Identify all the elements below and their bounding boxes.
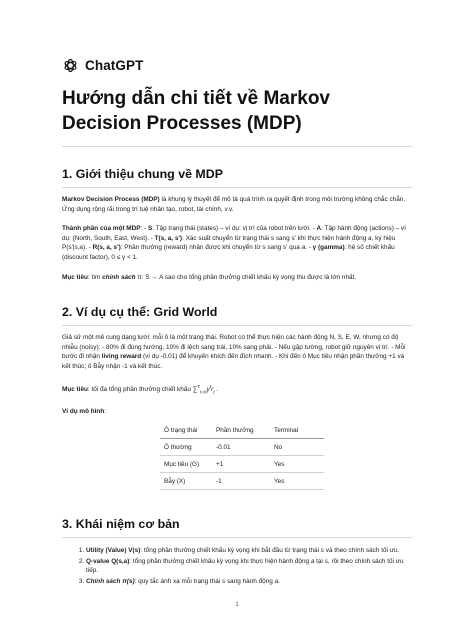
section3-heading: 3. Khái niệm cơ bản: [62, 517, 180, 532]
table-cell: No: [270, 439, 324, 456]
term-s: S: [147, 225, 153, 233]
text-fragment: , rồi theo chính sách tối ưu tiếp.: [86, 557, 404, 575]
term-gamma: γ (gamma): [312, 244, 345, 252]
italic-s: s: [320, 547, 324, 555]
table-cell: Mục tiêu (G): [160, 456, 212, 473]
text-fragment: : hệ số chiết khấu (discount factor), 0 ≤ γ < 1.: [62, 244, 395, 261]
formula-r: r: [211, 385, 214, 393]
section3-divider: [62, 537, 412, 538]
table-cell: -0.01: [212, 439, 270, 456]
text-fragment: : Phần thưởng (reward) nhận được khi chuyển từ s sang s' qua: [120, 244, 302, 252]
discounted-sum-formula: [192, 383, 215, 394]
table-header-row: [160, 422, 324, 439]
italic-s: s: [221, 577, 226, 585]
example-label-line: [62, 407, 412, 417]
text-fragment: (ví dụ -0.01) để khuyến khích đến đích nhanh. - Khi đến ô Mục tiêu nhận phần thưởng +1 và kết thúc; ô Bẫy nhận -1 và kết thúc.: [62, 353, 405, 370]
policy-term: chính sách: [102, 273, 136, 281]
table-cell: -1: [212, 473, 270, 490]
components-label: Thành phần của một MDP: [62, 225, 141, 233]
list-item: [86, 557, 412, 576]
concept-list: [62, 546, 412, 586]
list-item: [86, 546, 412, 556]
section2-paragraph-gridworld: [62, 333, 412, 371]
italic-a: a: [274, 577, 279, 585]
brand-name: ChatGPT: [85, 58, 144, 73]
text-fragment: : tổng phần thưởng chiết khấu kỳ vọng khi thực hiện hành động: [129, 557, 311, 565]
text-fragment: . -: [305, 244, 313, 252]
formula-gamma: γ: [206, 385, 210, 393]
formula-r-sub: t: [213, 388, 215, 394]
text-fragment: : Tập hành động (actions) – ví dụ: {North, South, East, West}. -: [62, 225, 406, 242]
table-row: [160, 439, 324, 456]
title-divider: [62, 146, 412, 147]
text-fragment: : -: [140, 225, 148, 233]
concept-term: Q-value Q(s,a): [86, 557, 130, 565]
section1-divider: [62, 187, 412, 188]
text-fragment: : tối đa tổng phần thưởng chiết khấu: [87, 385, 193, 393]
table-header-cell: Terminal: [270, 422, 324, 439]
italic-a: a: [310, 557, 315, 565]
text-fragment: : quy tắc ánh xạ mỗi trạng thái: [134, 577, 222, 585]
text-fragment: tại: [314, 557, 325, 565]
mdp-term: Markov Decision Process (MDP): [62, 196, 160, 203]
concept-term: Chính sách π(s): [86, 577, 135, 585]
goal-label: Mục tiêu: [62, 273, 88, 281]
openai-knot-icon: [62, 57, 79, 74]
text-fragment: : Tập trạng thái (states) – ví dụ: vị trí của robot trên lưới. -: [152, 225, 317, 233]
text-fragment: .: [278, 577, 280, 585]
section1-heading: 1. Giới thiệu chung về MDP: [62, 167, 223, 181]
text-fragment: sang hành động: [225, 577, 275, 585]
section1-paragraph-components: [62, 224, 412, 262]
text-fragment: Giả sử một mê cung dạng lưới: mỗi ô là một trạng thái. Robot có thể thực hiện các hành động N, S, E, W, nhưng có độ nhiễu (noisy): - 80% đi đúng hướng, 10% đi lệch sang trái, 10% sang phải. - Nếu gặp tường, robot giữ nguyên vị trí. - Mỗi bước đi nhận: [62, 334, 406, 361]
mdp-intro-text: là khung lý thuyết để mô tả quá trình ra quyết định trong môi trường không chắc chắn. Ứng dụng rộng rãi trong trí tuệ nhân tạo, robot, tài chính, v.v.: [62, 196, 406, 213]
sum-symbol: ∑: [192, 385, 198, 393]
text-fragment: : tìm: [87, 273, 103, 281]
italic-a: a: [301, 244, 306, 252]
term-a: A: [316, 225, 322, 233]
table-header-cell: Ô trạng thái: [160, 422, 212, 439]
italic-s: s: [324, 557, 328, 565]
table-cell: Bẫy (X): [160, 473, 212, 490]
section1-paragraph-goal: [62, 273, 412, 283]
goal-label: Mục tiêu: [62, 385, 88, 393]
text-fragment: : Xác suất chuyển từ trạng thái s sang s' khi thực hiện hành động: [182, 234, 369, 242]
formula-sup: T: [197, 383, 201, 389]
term-transition: T(s, a, s'): [154, 234, 183, 242]
brand-header: [62, 57, 143, 74]
section2-paragraph-goal: [62, 382, 412, 397]
page-number: 1: [235, 601, 239, 608]
text-fragment: và theo chính sách tối ưu.: [324, 547, 400, 555]
document-content: [62, 86, 412, 588]
table-row: [160, 456, 324, 473]
living-reward-term: living reward: [101, 353, 142, 361]
text-fragment: :: [104, 407, 107, 415]
table-header-cell: Phần thưởng: [212, 422, 270, 439]
term-reward: R(s, a, s'): [92, 244, 121, 252]
text-fragment: : tổng phần thưởng chiết khấu kỳ vọng khi bắt đầu từ trạng thái: [140, 547, 321, 555]
formula-sub: t=0: [200, 388, 207, 394]
table-cell: +1: [212, 456, 270, 473]
table-cell: Ô thường: [160, 439, 212, 456]
text-fragment: π: S → A sao cho tổng phần thưởng chiết khấu kỳ vọng thu được là lớn nhất.: [135, 273, 357, 281]
text-fragment: .: [214, 385, 219, 393]
section2-heading: 2. Ví dụ cụ thể: Grid World: [62, 305, 218, 320]
example-label: Ví dụ mô hình: [62, 407, 105, 415]
concept-term: Utility (Value) V(s): [86, 547, 141, 555]
table-cell: Yes: [270, 456, 324, 473]
reward-table: [160, 422, 324, 490]
section2-divider: [62, 325, 412, 326]
list-item: [86, 577, 412, 587]
section1-paragraph-intro: [62, 195, 412, 214]
document-title: Hướng dẫn chi tiết về Markov Decision Processes (MDP): [62, 88, 330, 134]
text-fragment: , ký hiệu P(s'|s,a). -: [62, 234, 396, 252]
italic-a: a: [368, 234, 372, 242]
table-row: [160, 473, 324, 490]
formula-exp: t: [209, 383, 212, 389]
table-cell: Yes: [270, 473, 324, 490]
